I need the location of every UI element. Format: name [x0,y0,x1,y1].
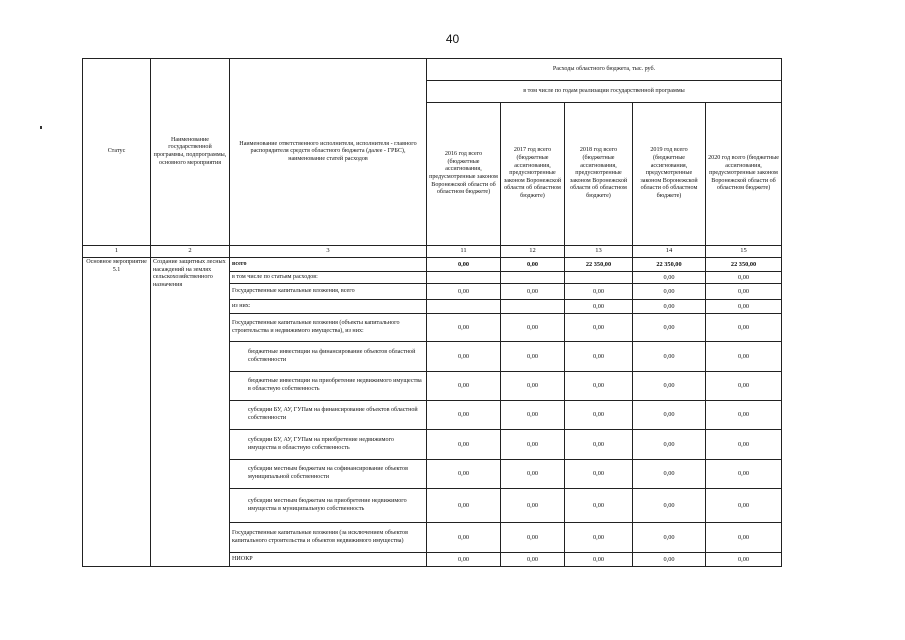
status-cell: Основное мероприятие 5.1 [83,258,151,567]
value-2017: 0,00 [501,460,565,489]
column-number: 12 [501,246,565,258]
row-label: НИОКР [230,553,427,567]
value-2018: 22 350,00 [565,258,633,272]
row-label: Государственные капитальные вложения, всего [230,284,427,300]
value-2018: 0,00 [565,300,633,314]
value-2018: 0,00 [565,553,633,567]
value-2016: 0,00 [427,553,501,567]
value-2016: 0,00 [427,489,501,523]
value-2018: 0,00 [565,372,633,401]
value-2017 [501,300,565,314]
value-2020: 0,00 [706,523,782,553]
value-2020: 0,00 [706,489,782,523]
value-2019: 22 350,00 [633,258,706,272]
value-2018: 0,00 [565,284,633,300]
value-2017: 0,00 [501,430,565,460]
value-2017: 0,00 [501,401,565,430]
value-2017: 0,00 [501,342,565,372]
column-number: 2 [151,246,230,258]
value-2020: 0,00 [706,300,782,314]
row-label: бюджетные инвестиции на финансирование объектов областной собственности [230,342,427,372]
value-2017: 0,00 [501,284,565,300]
value-2020: 0,00 [706,342,782,372]
scan-mark [40,126,42,129]
column-number: 14 [633,246,706,258]
value-2018: 0,00 [565,489,633,523]
row-label: в том числе по статьям расходов: [230,272,427,284]
value-2019: 0,00 [633,300,706,314]
page-number: 40 [445,32,460,46]
header-year-2016: 2016 год всего (бюджетные ассигнования, предусмотренные законом Воронежской области об областном бюджете) [427,103,501,246]
value-2020: 0,00 [706,314,782,342]
value-2017: 0,00 [501,489,565,523]
value-2016: 0,00 [427,372,501,401]
column-number: 1 [83,246,151,258]
row-label: из них: [230,300,427,314]
value-2020: 0,00 [706,272,782,284]
value-2020: 22 350,00 [706,258,782,272]
value-2016 [427,272,501,284]
row-label: всего [230,258,427,272]
value-2018: 0,00 [565,342,633,372]
value-2018 [565,272,633,284]
value-2019: 0,00 [633,342,706,372]
value-2016: 0,00 [427,523,501,553]
value-2020: 0,00 [706,430,782,460]
budget-table [82,58,782,567]
value-2018: 0,00 [565,401,633,430]
header-budget-title: Расходы областного бюджета, тыс. руб. [427,59,782,81]
table-row [83,258,782,272]
header-year-2019: 2019 год всего (бюджетные ассигнования, предусмотренные законом Воронежской области об областном бюджете) [633,103,706,246]
column-number: 13 [565,246,633,258]
program-cell: Создание защитных лесных насаждений на землях сельскохозяйственного назначения [151,258,230,567]
value-2019: 0,00 [633,523,706,553]
row-label: субсидии БУ, АУ, ГУПам на приобретение недвижимого имущества в областную собственность [230,430,427,460]
row-label: Государственные капитальные вложения (за исключением объектов капитального строительства и объектов недвижимого имущества) [230,523,427,553]
value-2017: 0,00 [501,372,565,401]
value-2017: 0,00 [501,314,565,342]
value-2019: 0,00 [633,272,706,284]
value-2018: 0,00 [565,523,633,553]
header-year-2017: 2017 год всего (бюджетные ассигнования, предусмотренные законом Воронежской области об областном бюджете) [501,103,565,246]
column-number: 15 [706,246,782,258]
header-year-2018: 2018 год всего (бюджетные ассигнования, предусмотренные законом Воронежской области об областном бюджете) [565,103,633,246]
value-2017: 0,00 [501,258,565,272]
row-label: субсидии местным бюджетам на приобретение недвижимого имущества в муниципальную собственность [230,489,427,523]
header-years-subtitle: в том числе по годам реализации государственной программы [427,81,782,103]
header-program-name: Наименование государственной программы, подпрограммы, основного мероприятия [151,59,230,246]
value-2020: 0,00 [706,553,782,567]
value-2020: 0,00 [706,460,782,489]
value-2019: 0,00 [633,314,706,342]
value-2018: 0,00 [565,314,633,342]
value-2019: 0,00 [633,553,706,567]
value-2016: 0,00 [427,401,501,430]
value-2019: 0,00 [633,489,706,523]
column-number: 11 [427,246,501,258]
value-2019: 0,00 [633,460,706,489]
value-2018: 0,00 [565,430,633,460]
header-status: Статус [83,59,151,246]
value-2017 [501,272,565,284]
row-label: бюджетные инвестиции на приобретение недвижимого имущества в областную собственность [230,372,427,401]
header-executor: Наименование ответственного исполнителя, исполнителя - главного распорядителя средств областного бюджета (далее - ГРБС), наименование статей расходов [230,59,427,246]
value-2019: 0,00 [633,372,706,401]
value-2016: 0,00 [427,284,501,300]
value-2016 [427,300,501,314]
value-2016: 0,00 [427,460,501,489]
value-2017: 0,00 [501,523,565,553]
value-2016: 0,00 [427,342,501,372]
row-label: Государственные капитальные вложения (объекты капитального строительства и недвижимого имущества), из них: [230,314,427,342]
value-2019: 0,00 [633,401,706,430]
value-2019: 0,00 [633,430,706,460]
header-year-2020: 2020 год всего (бюджетные ассигнования, предусмотренные законом Воронежской области об областном бюджете) [706,103,782,246]
row-label: субсидии местным бюджетам на софинансирование объектов муниципальной собственности [230,460,427,489]
value-2018: 0,00 [565,460,633,489]
value-2016: 0,00 [427,258,501,272]
column-number-row [83,246,782,258]
value-2020: 0,00 [706,284,782,300]
value-2020: 0,00 [706,401,782,430]
value-2017: 0,00 [501,553,565,567]
value-2016: 0,00 [427,430,501,460]
value-2020: 0,00 [706,372,782,401]
value-2016: 0,00 [427,314,501,342]
value-2019: 0,00 [633,284,706,300]
row-label: субсидии БУ, АУ, ГУПам на финансирование объектов областной собственности [230,401,427,430]
column-number: 3 [230,246,427,258]
